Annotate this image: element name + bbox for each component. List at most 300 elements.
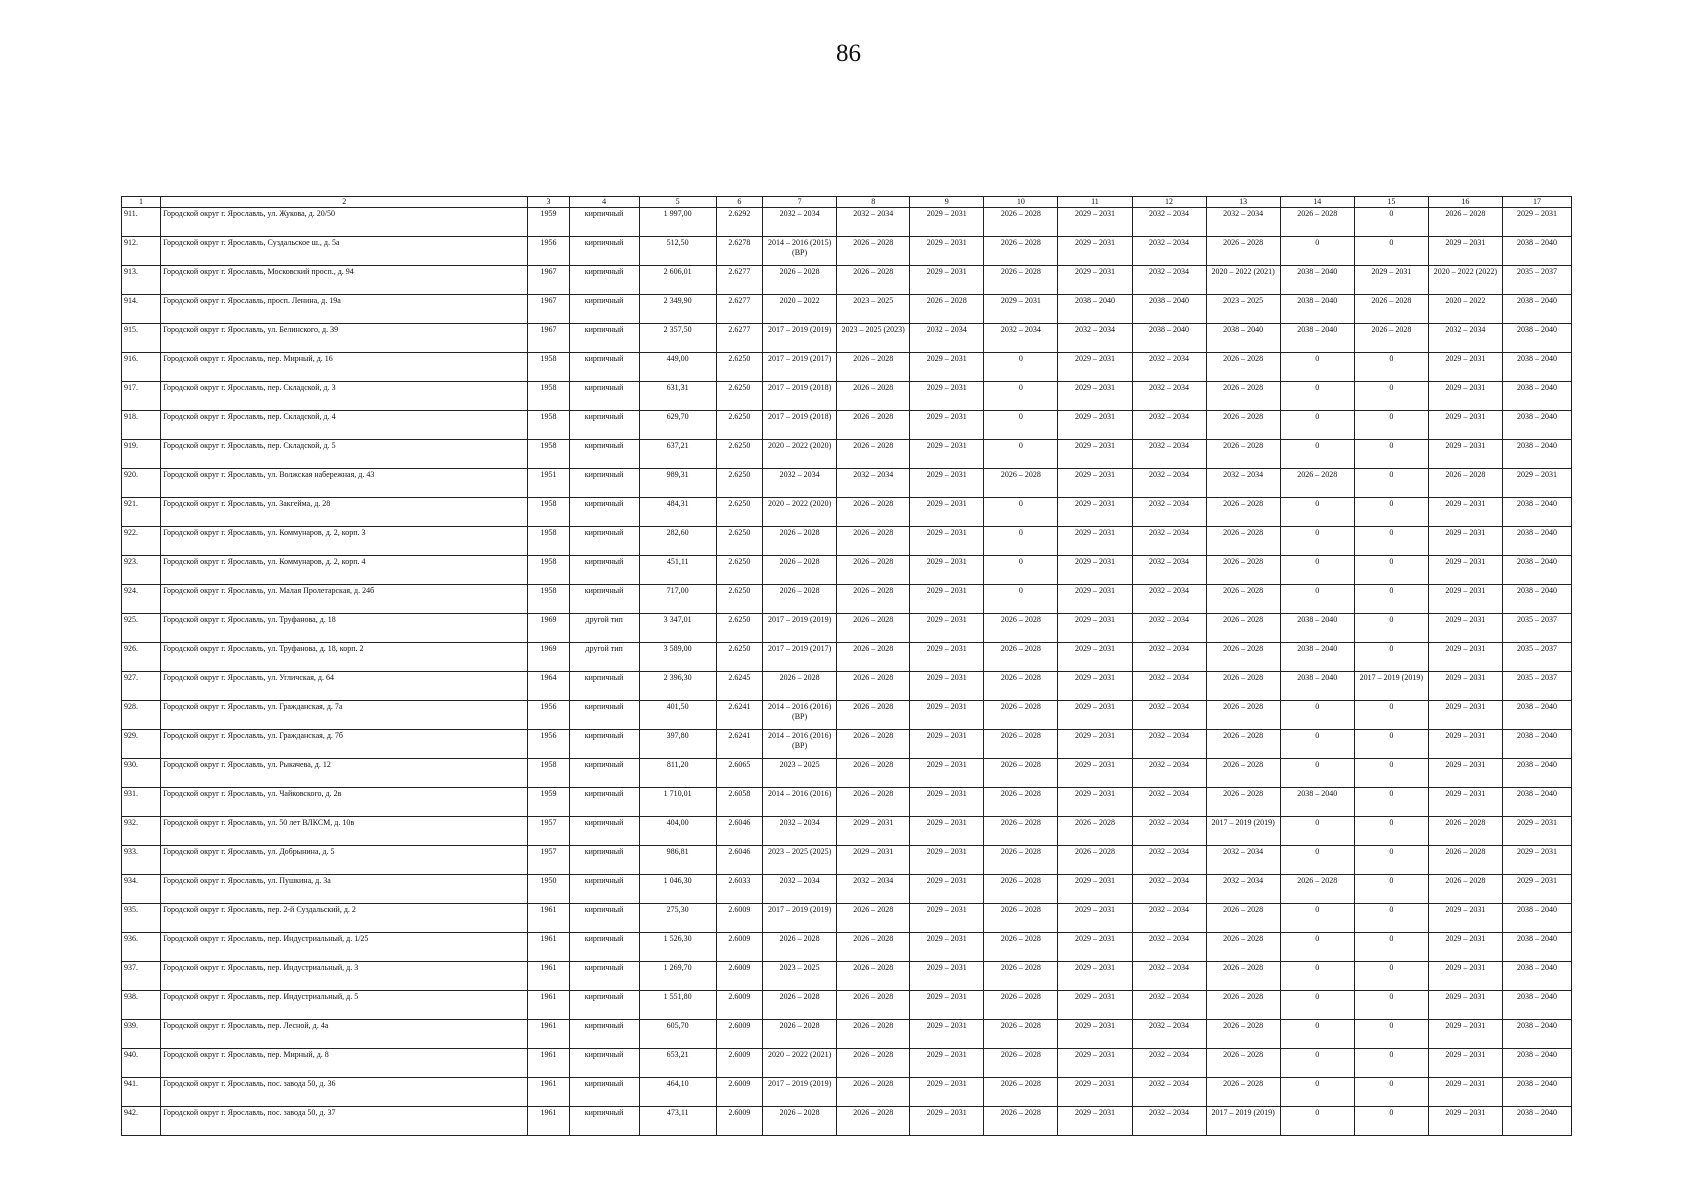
- table-row: [122, 672, 1572, 701]
- table-cell: 2032 – 2034: [1132, 1020, 1206, 1049]
- table-row: [122, 817, 1572, 846]
- table-cell: 2029 – 2031: [1058, 614, 1132, 643]
- table-cell: 1956: [528, 237, 569, 266]
- table-cell: 2017 – 2019 (2019): [1354, 672, 1428, 701]
- table-cell: 2.6277: [716, 266, 762, 295]
- row-number: 939.: [122, 1020, 161, 1049]
- row-number: 919.: [122, 440, 161, 469]
- table-row: [122, 933, 1572, 962]
- table-cell: 0: [984, 411, 1058, 440]
- table-cell: 2.6241: [716, 730, 762, 759]
- table-row: [122, 556, 1572, 585]
- table-cell: 2026 – 2028: [1428, 846, 1502, 875]
- table-cell: 2014 – 2016 (2016): [763, 788, 837, 817]
- table-cell: 2029 – 2031: [1428, 527, 1502, 556]
- table-row: [122, 1020, 1572, 1049]
- table-cell: 0: [1280, 1107, 1354, 1136]
- table-cell: 2.6058: [716, 788, 762, 817]
- address-cell: Городской округ г. Ярославль, пер. Мирный, д. 8: [161, 1049, 528, 1078]
- table-cell: 2.6250: [716, 411, 762, 440]
- table-cell: 3 347,01: [639, 614, 716, 643]
- table-cell: 2.6250: [716, 585, 762, 614]
- table-cell: 2029 – 2031: [1058, 382, 1132, 411]
- column-header: 16: [1428, 197, 1502, 208]
- table-cell: 2029 – 2031: [1428, 962, 1502, 991]
- table-cell: 2026 – 2028: [763, 266, 837, 295]
- table-cell: 473,11: [639, 1107, 716, 1136]
- column-header: 4: [569, 197, 639, 208]
- table-cell: 0: [1280, 585, 1354, 614]
- table-cell: 2038 – 2040: [1502, 353, 1571, 382]
- address-cell: Городской округ г. Ярославль, ул. Добрынина, д. 5: [161, 846, 528, 875]
- table-cell: 0: [1354, 382, 1428, 411]
- table-cell: 2029 – 2031: [1058, 411, 1132, 440]
- table-cell: 2029 – 2031: [910, 875, 984, 904]
- row-number: 934.: [122, 875, 161, 904]
- table-cell: 2026 – 2028: [1206, 498, 1280, 527]
- table-cell: 0: [1280, 498, 1354, 527]
- table-cell: 2029 – 2031: [910, 556, 984, 585]
- table-cell: 2026 – 2028: [837, 556, 910, 585]
- table-cell: 0: [1354, 585, 1428, 614]
- column-header: 11: [1058, 197, 1132, 208]
- table-cell: 2032 – 2034: [763, 208, 837, 237]
- table-cell: 2038 – 2040: [1280, 672, 1354, 701]
- table-cell: 2026 – 2028: [763, 585, 837, 614]
- table-cell: 2032 – 2034: [763, 469, 837, 498]
- table-cell: 2026 – 2028: [1206, 411, 1280, 440]
- table-cell: 2029 – 2031: [910, 701, 984, 730]
- address-cell: Городской округ г. Ярославль, ул. Малая Пролетарская, д. 24б: [161, 585, 528, 614]
- table-cell: 0: [1354, 817, 1428, 846]
- table-cell: 2029 – 2031: [910, 585, 984, 614]
- column-header: 15: [1354, 197, 1428, 208]
- row-number: 930.: [122, 759, 161, 788]
- table-cell: 2017 – 2019 (2019): [763, 614, 837, 643]
- table-row: [122, 1078, 1572, 1107]
- row-number: 917.: [122, 382, 161, 411]
- table-cell: 2029 – 2031: [1502, 208, 1571, 237]
- table-cell: кирпичный: [569, 701, 639, 730]
- row-number: 938.: [122, 991, 161, 1020]
- address-cell: Городской округ г. Ярославль, ул. Угличская, д. 64: [161, 672, 528, 701]
- table-cell: 2032 – 2034: [1132, 353, 1206, 382]
- table-cell: 2017 – 2019 (2018): [763, 411, 837, 440]
- row-number: 914.: [122, 295, 161, 324]
- table-cell: 0: [1280, 527, 1354, 556]
- table-cell: 2032 – 2034: [1132, 730, 1206, 759]
- table-cell: 2026 – 2028: [1206, 585, 1280, 614]
- table-row: [122, 469, 1572, 498]
- table-cell: 1 526,30: [639, 933, 716, 962]
- table-cell: 0: [1354, 875, 1428, 904]
- table-cell: 2032 – 2034: [837, 208, 910, 237]
- table-cell: 449,00: [639, 353, 716, 382]
- table-cell: 2.6250: [716, 498, 762, 527]
- table-cell: 2026 – 2028: [984, 237, 1058, 266]
- table-cell: 1958: [528, 411, 569, 440]
- table-cell: 2026 – 2028: [837, 498, 910, 527]
- table-cell: 1 551,80: [639, 991, 716, 1020]
- table-cell: 0: [1354, 643, 1428, 672]
- table-cell: 2014 – 2016 (2016) (ВР): [763, 730, 837, 759]
- table-cell: 1958: [528, 759, 569, 788]
- table-cell: 0: [1280, 353, 1354, 382]
- address-cell: Городской округ г. Ярославль, ул. Гражданская, д. 7а: [161, 701, 528, 730]
- table-cell: 2023 – 2025 (2023): [837, 324, 910, 353]
- table-cell: 2029 – 2031: [1058, 962, 1132, 991]
- table-cell: 0: [1280, 1078, 1354, 1107]
- table-cell: 2035 – 2037: [1502, 266, 1571, 295]
- address-cell: Городской округ г. Ярославль, ул. Жукова, д. 20/50: [161, 208, 528, 237]
- table-cell: 2026 – 2028: [837, 672, 910, 701]
- table-cell: 282,60: [639, 527, 716, 556]
- table-cell: 2029 – 2031: [1354, 266, 1428, 295]
- table-cell: 2029 – 2031: [1428, 1107, 1502, 1136]
- table-cell: кирпичный: [569, 730, 639, 759]
- table-cell: другой тип: [569, 643, 639, 672]
- row-number: 923.: [122, 556, 161, 585]
- table-cell: 0: [1354, 1078, 1428, 1107]
- table-cell: 2032 – 2034: [1132, 614, 1206, 643]
- column-header: 1: [122, 197, 161, 208]
- row-number: 933.: [122, 846, 161, 875]
- table-cell: 0: [1354, 846, 1428, 875]
- table-cell: 2.6250: [716, 643, 762, 672]
- table-cell: другой тип: [569, 614, 639, 643]
- column-header: 7: [763, 197, 837, 208]
- table-cell: 2038 – 2040: [1502, 237, 1571, 266]
- table-cell: 2026 – 2028: [1206, 962, 1280, 991]
- table-cell: 1956: [528, 701, 569, 730]
- address-cell: Городской округ г. Ярославль, просп. Ленина, д. 19а: [161, 295, 528, 324]
- table-cell: кирпичный: [569, 382, 639, 411]
- table-cell: 2017 – 2019 (2019): [1206, 817, 1280, 846]
- table-cell: 2029 – 2031: [910, 382, 984, 411]
- table-cell: 2029 – 2031: [910, 440, 984, 469]
- table-cell: 2029 – 2031: [1058, 788, 1132, 817]
- table-cell: 0: [1280, 730, 1354, 759]
- table-cell: 986,81: [639, 846, 716, 875]
- table-cell: кирпичный: [569, 759, 639, 788]
- table-cell: 2038 – 2040: [1206, 324, 1280, 353]
- table-cell: 2029 – 2031: [1428, 411, 1502, 440]
- table-cell: 0: [1280, 237, 1354, 266]
- table-cell: 1956: [528, 730, 569, 759]
- table-cell: 2029 – 2031: [1428, 904, 1502, 933]
- row-number: 920.: [122, 469, 161, 498]
- table-cell: 0: [1280, 1020, 1354, 1049]
- table-cell: 0: [1354, 411, 1428, 440]
- table-cell: 811,20: [639, 759, 716, 788]
- table-cell: 2026 – 2028: [1206, 904, 1280, 933]
- table-cell: 2.6250: [716, 382, 762, 411]
- table-cell: 2029 – 2031: [1058, 237, 1132, 266]
- table-cell: 653,21: [639, 1049, 716, 1078]
- address-cell: Городской округ г. Ярославль, пер. Складской, д. 5: [161, 440, 528, 469]
- table-cell: 2029 – 2031: [910, 759, 984, 788]
- table-cell: 2.6250: [716, 440, 762, 469]
- table-cell: 2.6250: [716, 469, 762, 498]
- table-cell: 2026 – 2028: [837, 730, 910, 759]
- table-cell: 2032 – 2034: [1132, 556, 1206, 585]
- table-cell: 2032 – 2034: [1132, 237, 1206, 266]
- table-cell: 2029 – 2031: [910, 643, 984, 672]
- table-cell: 0: [984, 353, 1058, 382]
- table-cell: 0: [1354, 962, 1428, 991]
- table-cell: 629,70: [639, 411, 716, 440]
- address-cell: Городской округ г. Ярославль, ул. Коммунаров, д. 2, корп. 4: [161, 556, 528, 585]
- table-cell: 0: [1280, 1049, 1354, 1078]
- table-cell: 2038 – 2040: [1502, 759, 1571, 788]
- table-cell: 1961: [528, 1078, 569, 1107]
- table-row: [122, 237, 1572, 266]
- table-cell: 2029 – 2031: [1502, 875, 1571, 904]
- table-cell: 2029 – 2031: [910, 730, 984, 759]
- table-cell: 2026 – 2028: [837, 991, 910, 1020]
- table-cell: 2026 – 2028: [910, 295, 984, 324]
- table-cell: 2029 – 2031: [1428, 788, 1502, 817]
- table-cell: 1958: [528, 382, 569, 411]
- table-cell: 2029 – 2031: [910, 904, 984, 933]
- table-cell: 2014 – 2016 (2016) (ВР): [763, 701, 837, 730]
- row-number: 929.: [122, 730, 161, 759]
- table-cell: 0: [1354, 237, 1428, 266]
- table-cell: 2026 – 2028: [984, 469, 1058, 498]
- address-cell: Городской округ г. Ярославль, ул. Рыкачева, д. 12: [161, 759, 528, 788]
- table-cell: 2026 – 2028: [837, 1020, 910, 1049]
- table-cell: 2032 – 2034: [1132, 527, 1206, 556]
- table-cell: 2032 – 2034: [1132, 846, 1206, 875]
- row-number: 941.: [122, 1078, 161, 1107]
- table-cell: 1958: [528, 353, 569, 382]
- table-cell: 2026 – 2028: [837, 788, 910, 817]
- table-cell: 0: [1354, 788, 1428, 817]
- table-cell: 2029 – 2031: [837, 846, 910, 875]
- table-cell: 1 046,30: [639, 875, 716, 904]
- table-cell: 2.6046: [716, 817, 762, 846]
- address-cell: Городской округ г. Ярославль, ул. Гражданская, д. 7б: [161, 730, 528, 759]
- table-cell: 2032 – 2034: [1132, 469, 1206, 498]
- table-cell: 2038 – 2040: [1502, 1107, 1571, 1136]
- table-cell: кирпичный: [569, 991, 639, 1020]
- table-cell: 2020 – 2022 (2020): [763, 440, 837, 469]
- address-cell: Городской округ г. Ярославль, пер. Индустриальный, д. 5: [161, 991, 528, 1020]
- address-cell: Городской округ г. Ярославль, ул. Труфанова, д. 18, корп. 2: [161, 643, 528, 672]
- table-cell: 2026 – 2028: [837, 440, 910, 469]
- table-cell: 2029 – 2031: [910, 1049, 984, 1078]
- column-header: 9: [910, 197, 984, 208]
- table-cell: 2026 – 2028: [1206, 353, 1280, 382]
- table-cell: 2038 – 2040: [1280, 266, 1354, 295]
- table-cell: 0: [1354, 1020, 1428, 1049]
- table-cell: кирпичный: [569, 440, 639, 469]
- table-cell: 2026 – 2028: [984, 730, 1058, 759]
- table-cell: 2029 – 2031: [1502, 846, 1571, 875]
- table-cell: 451,11: [639, 556, 716, 585]
- table-cell: 2029 – 2031: [1058, 208, 1132, 237]
- table-cell: 1964: [528, 672, 569, 701]
- table-cell: 1958: [528, 585, 569, 614]
- table-cell: 2029 – 2031: [910, 411, 984, 440]
- table-cell: 2026 – 2028: [1206, 933, 1280, 962]
- table-cell: 2026 – 2028: [984, 1078, 1058, 1107]
- table-row: [122, 846, 1572, 875]
- table-cell: 2032 – 2034: [1132, 266, 1206, 295]
- table-cell: 2032 – 2034: [837, 469, 910, 498]
- column-header: 6: [716, 197, 762, 208]
- table-cell: 2029 – 2031: [1058, 759, 1132, 788]
- table-cell: 989,31: [639, 469, 716, 498]
- table-cell: 2029 – 2031: [910, 498, 984, 527]
- table-cell: 2029 – 2031: [1428, 1078, 1502, 1107]
- table-cell: 2026 – 2028: [984, 1020, 1058, 1049]
- column-header: 17: [1502, 197, 1571, 208]
- table-cell: 2029 – 2031: [1058, 1078, 1132, 1107]
- table-cell: 2029 – 2031: [910, 962, 984, 991]
- table-cell: 2026 – 2028: [837, 1078, 910, 1107]
- table-cell: 2020 – 2022 (2021): [763, 1049, 837, 1078]
- address-cell: Городской округ г. Ярославль, ул. Коммунаров, д. 2, корп. 3: [161, 527, 528, 556]
- table-cell: 2026 – 2028: [984, 1107, 1058, 1136]
- table-cell: 2032 – 2034: [1132, 991, 1206, 1020]
- table-cell: кирпичный: [569, 1107, 639, 1136]
- table-cell: кирпичный: [569, 469, 639, 498]
- table-cell: кирпичный: [569, 266, 639, 295]
- table-cell: 605,70: [639, 1020, 716, 1049]
- address-cell: Городской округ г. Ярославль, ул. Волжская набережная, д. 43: [161, 469, 528, 498]
- table-cell: 1961: [528, 933, 569, 962]
- address-cell: Городской округ г. Ярославль, ул. 50 лет ВЛКСМ, д. 10в: [161, 817, 528, 846]
- table-cell: 2026 – 2028: [1354, 324, 1428, 353]
- table-cell: 2029 – 2031: [910, 846, 984, 875]
- table-cell: 2 606,01: [639, 266, 716, 295]
- table-cell: 2032 – 2034: [1132, 672, 1206, 701]
- table-cell: 2020 – 2022 (2021): [1206, 266, 1280, 295]
- table-cell: 0: [1354, 904, 1428, 933]
- table-cell: 2023 – 2025 (2025): [763, 846, 837, 875]
- table-cell: 0: [1280, 991, 1354, 1020]
- table-cell: 2032 – 2034: [763, 817, 837, 846]
- table-cell: 2026 – 2028: [1058, 846, 1132, 875]
- table-cell: 637,21: [639, 440, 716, 469]
- table-cell: кирпичный: [569, 1078, 639, 1107]
- table-row: [122, 904, 1572, 933]
- row-number: 926.: [122, 643, 161, 672]
- table-row: [122, 353, 1572, 382]
- table-cell: 2026 – 2028: [763, 672, 837, 701]
- table-cell: 0: [1280, 817, 1354, 846]
- table-cell: 2023 – 2025: [1206, 295, 1280, 324]
- housing-register-table: [121, 196, 1572, 1136]
- row-number: 918.: [122, 411, 161, 440]
- table-cell: 0: [1280, 962, 1354, 991]
- table-cell: 2029 – 2031: [1058, 730, 1132, 759]
- table-cell: кирпичный: [569, 962, 639, 991]
- table-cell: 2.6009: [716, 904, 762, 933]
- table-cell: 2026 – 2028: [1428, 875, 1502, 904]
- table-cell: 2017 – 2019 (2019): [763, 904, 837, 933]
- address-cell: Городской округ г. Ярославль, пер. Индустриальный, д. 3: [161, 962, 528, 991]
- table-cell: 2038 – 2040: [1502, 730, 1571, 759]
- table-cell: 0: [1280, 440, 1354, 469]
- table-cell: 512,50: [639, 237, 716, 266]
- table-cell: 2026 – 2028: [1206, 672, 1280, 701]
- column-header: 13: [1206, 197, 1280, 208]
- table-cell: 2026 – 2028: [837, 1107, 910, 1136]
- table-cell: 2032 – 2034: [1132, 701, 1206, 730]
- table-row: [122, 759, 1572, 788]
- table-cell: 2020 – 2022 (2020): [763, 498, 837, 527]
- table-cell: 2029 – 2031: [1428, 237, 1502, 266]
- table-cell: 2.6277: [716, 295, 762, 324]
- table-cell: 2029 – 2031: [1428, 991, 1502, 1020]
- table-cell: 2.6046: [716, 846, 762, 875]
- table-cell: 2026 – 2028: [1206, 759, 1280, 788]
- table-cell: 0: [1354, 614, 1428, 643]
- table-cell: 0: [1280, 904, 1354, 933]
- table-cell: 2020 – 2022: [1428, 295, 1502, 324]
- table-cell: 2026 – 2028: [837, 585, 910, 614]
- table-cell: 2026 – 2028: [837, 614, 910, 643]
- table-cell: 0: [1280, 846, 1354, 875]
- table-cell: 2026 – 2028: [984, 875, 1058, 904]
- table-cell: 2038 – 2040: [1280, 295, 1354, 324]
- table-cell: 2026 – 2028: [984, 266, 1058, 295]
- table-cell: 2038 – 2040: [1502, 498, 1571, 527]
- table-cell: 2026 – 2028: [837, 933, 910, 962]
- table-cell: 2.6250: [716, 614, 762, 643]
- table-cell: 2026 – 2028: [1428, 208, 1502, 237]
- table-cell: 0: [1354, 469, 1428, 498]
- table-cell: 2026 – 2028: [1206, 1049, 1280, 1078]
- table-cell: кирпичный: [569, 585, 639, 614]
- table-cell: 2029 – 2031: [910, 1107, 984, 1136]
- table-cell: 2032 – 2034: [1206, 469, 1280, 498]
- table-cell: 2029 – 2031: [910, 1078, 984, 1107]
- table-cell: 2029 – 2031: [1428, 353, 1502, 382]
- table-cell: 2032 – 2034: [1132, 498, 1206, 527]
- table-cell: 2.6009: [716, 933, 762, 962]
- table-cell: 2014 – 2016 (2015) (ВР): [763, 237, 837, 266]
- table-cell: 1958: [528, 527, 569, 556]
- table-cell: 2026 – 2028: [1206, 382, 1280, 411]
- table-cell: 2038 – 2040: [1132, 324, 1206, 353]
- table-cell: 2032 – 2034: [1132, 208, 1206, 237]
- table-cell: 2.6250: [716, 353, 762, 382]
- table-cell: 2.6009: [716, 1107, 762, 1136]
- table-cell: 0: [984, 440, 1058, 469]
- table-cell: 2026 – 2028: [1206, 614, 1280, 643]
- table-cell: 2032 – 2034: [763, 875, 837, 904]
- table-row: [122, 1107, 1572, 1136]
- table-cell: 2026 – 2028: [763, 556, 837, 585]
- table-cell: 2038 – 2040: [1502, 1078, 1571, 1107]
- table-cell: 2026 – 2028: [1354, 295, 1428, 324]
- table-cell: 2038 – 2040: [1502, 295, 1571, 324]
- table-cell: 2032 – 2034: [1132, 1107, 1206, 1136]
- table-cell: кирпичный: [569, 556, 639, 585]
- table-cell: 0: [1354, 1049, 1428, 1078]
- address-cell: Городской округ г. Ярославль, Суздальское ш., д. 5а: [161, 237, 528, 266]
- table-cell: 2032 – 2034: [837, 875, 910, 904]
- table-cell: кирпичный: [569, 672, 639, 701]
- table-cell: 2.6009: [716, 991, 762, 1020]
- row-number: 924.: [122, 585, 161, 614]
- table-cell: 2023 – 2025: [763, 759, 837, 788]
- table-cell: 1961: [528, 1049, 569, 1078]
- table-cell: 2026 – 2028: [1206, 1020, 1280, 1049]
